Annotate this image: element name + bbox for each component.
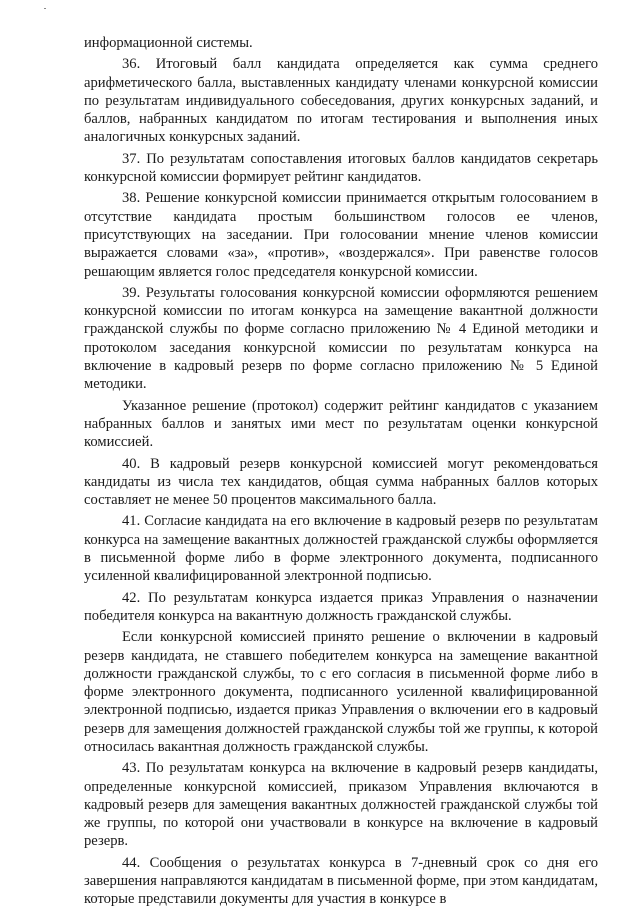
scan-mark (44, 8, 46, 9)
paragraph-36: 36. Итоговый балл кандидата определяется как сумма среднего арифметического балла, выставленных кандидату членами конкурсной комиссии по результатам индивидуального собеседования, других конкурсных заданий, и баллов, набранных кандидатом по итогам тестирования и выполнения иных аналогичных конкурсных заданий. (84, 56, 598, 146)
paragraph-38: 38. Решение конкурсной комиссии принимается открытым голосованием в отсутствие кандидата простым большинством голосов ее членов, присутствующих на заседании. При голосовании мнение членов комиссии выражается словами «за», «против», «воздержался». При равенстве голосов решающим является голос председателя конкурсной комиссии. (84, 190, 598, 280)
paragraph-39: 39. Результаты голосования конкурсной комиссии оформляются решением конкурсной комиссии по итогам конкурса на замещение вакантной должности гражданской службы по форме согласно приложению № 4 Единой методики и протоколом заседания конкурсной комиссии по результатам конкурса на включение в кадровый резерв по форме согласно приложению № 5 Единой методики. (84, 284, 598, 393)
paragraph-42-reserve: Если конкурсной комиссией принято решение о включении в кадровый резерв кандидата, не ставшего победителем конкурса на замещение вакантной должности гражданской службы, то с его согласия в письменной форме либо в форме электронного документа, подписанного усиленной квалифицированной электронной подписью, издается приказ Управления о включении его в кадровый резерв для замещения должностей гражданской службы той же группы, к которой относилась вакантная должность гражданской службы. (84, 629, 598, 755)
paragraph-39-decision: Указанное решение (протокол) содержит рейтинг кандидатов с указанием набранных баллов и занятых ими мест по результатам оценки конкурсной комиссией. (84, 397, 598, 451)
paragraph-continuation: информационной системы. (84, 35, 253, 51)
paragraph-43: 43. По результатам конкурса на включение в кадровый резерв кандидаты, определенные конкурсной комиссией, приказом Управления включаются в кадровый резерв для замещения вакантных должностей гражданской службы той же группы, по которой они участвовали в конкурсе на включение в кадровый резерв. (84, 760, 598, 850)
document-page (84, 34, 598, 912)
paragraph-40: 40. В кадровый резерв конкурсной комиссией могут рекомендоваться кандидаты из числа тех кандидатов, общая сумма набранных баллов которых составляет не менее 50 процентов максимального балла. (84, 455, 598, 509)
paragraph-42: 42. По результатам конкурса издается приказ Управления о назначении победителя конкурса на вакантную должность гражданской службы. (84, 589, 598, 624)
paragraph-44: 44. Сообщения о результатах конкурса в 7-дневный срок со дня его завершения направляются кандидатам в письменной форме, при этом кандидатам, которые представили документы для участия в конкурсе в (84, 854, 598, 908)
paragraph-41: 41. Согласие кандидата на его включение в кадровый резерв по результатам конкурса на замещение вакантных должностей гражданской службы оформляется в письменной форме либо в форме электронного документа, подписанного усиленной квалифицированной электронной подписью. (84, 513, 598, 585)
paragraph-37: 37. По результатам сопоставления итоговых баллов кандидатов секретарь конкурсной комиссии формирует рейтинг кандидатов. (84, 150, 598, 186)
